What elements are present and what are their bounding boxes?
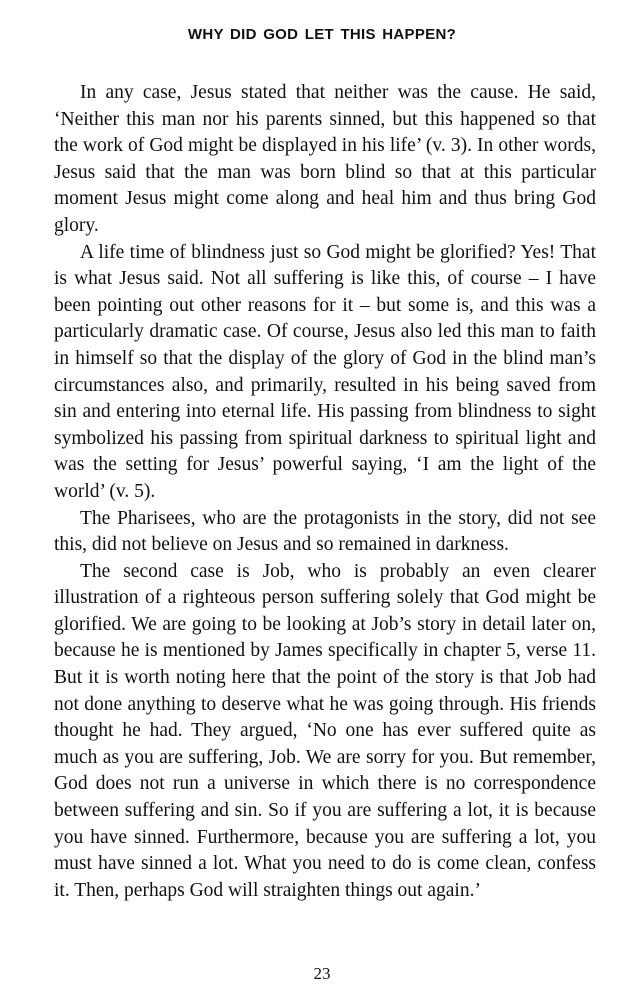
- paragraph: A life time of blindness just so God might be glorified? Yes! That is what Jesus said. Not all suffering is like this, of course – I have been pointing out other reasons for it – but some is, and this was a particularly dramatic case. Of course, Jesus also led this man to faith in himself so that the display of the glory of God in the blind man’s circumstances also, and primarily, resulted in his being saved from sin and entering into eternal life. His passing from blindness to sight symbolized his passing from spiritual darkness to spiritual light and was the setting for Jesus’ powerful saying, ‘I am the light of the world’ (v. 5).: [54, 241, 596, 502]
- running-head: WHY DID GOD LET THIS HAPPEN?: [187, 26, 457, 43]
- paragraph: In any case, Jesus stated that neither was the cause. He said, ‘Neither this man nor his parents sinned, but this happened so that the work of God might be displayed in his life’ (v. 3). In other words, Jesus said that the man was born blind so that at this particular moment Jesus might come along and heal him and thus bring God glory.: [54, 82, 596, 236]
- body-text: [54, 80, 596, 904]
- paragraph: The Pharisees, who are the protagonists in the story, did not see this, did not believe on Jesus and so remained in darkness.: [54, 507, 596, 556]
- paragraph: The second case is Job, who is probably an even clearer illustration of a righteous person suffering solely that God might be glorified. We are going to be looking at Job’s story in detail later on, because he is mentioned by James specifically in chapter 5, verse 11. But it is worth noting here that the point of the story is that Job had not done anything to deserve what he was going through. His friends thought he had. They argued, ‘No one has ever suffered quite as much as you are suffering, Job. We are sorry for you. But remember, God does not run a universe in which there is no correspondence between suffering and sin. So if you are suffering a lot, it is because you have sinned. Furthermore, because you are suffering a lot, you must have sinned a lot. What you need to do is come clean, confess it. Then, perhaps God will straighten things out again.’: [54, 560, 596, 901]
- page-number: 23: [313, 964, 331, 983]
